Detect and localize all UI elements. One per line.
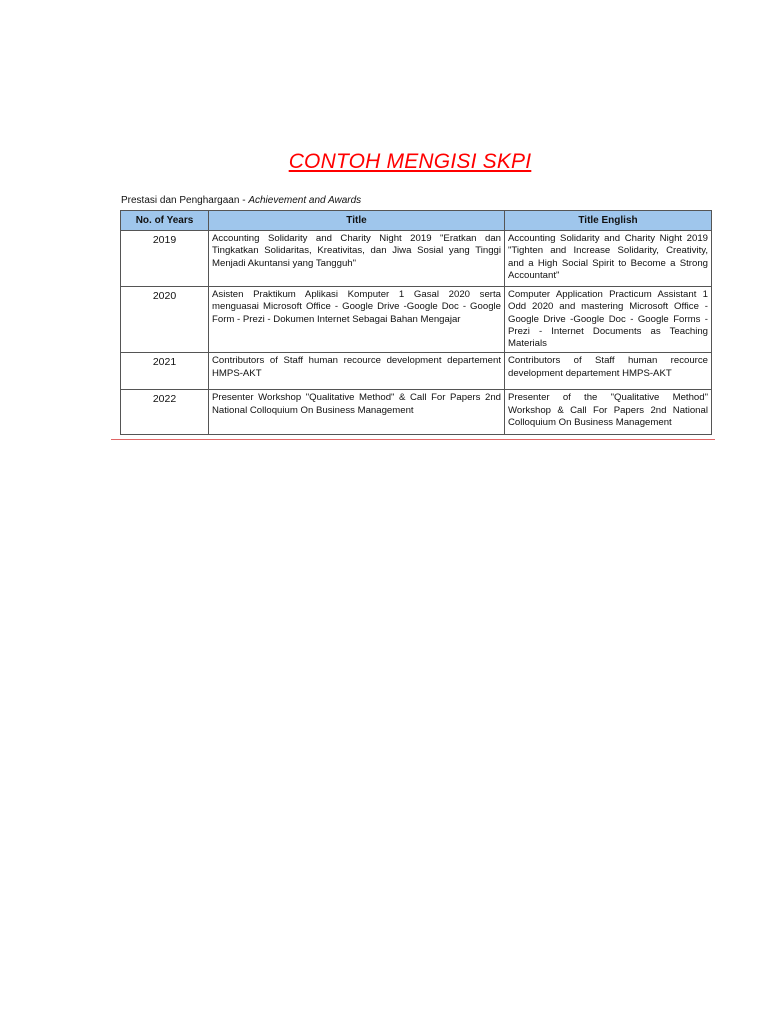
awards-table (120, 210, 712, 435)
title-english-cell: Accounting Solidarity and Charity Night 2019 "Tighten and Increase Solidarity, Creativity, and a High Social Spirit to Become a Strong Accountant" (505, 231, 712, 287)
title-english-cell: Contributors of Staff human recource development departement HMPS-AKT (505, 353, 712, 390)
title-cell: Presenter Workshop "Qualitative Method" & Call For Papers 2nd National Colloquium On Business Management (209, 390, 505, 435)
year-cell: 2019 (121, 231, 209, 287)
red-divider-line (111, 439, 715, 440)
section-caption-id: Prestasi dan Penghargaan - (121, 195, 249, 206)
year-cell: 2022 (121, 390, 209, 435)
title-cell: Contributors of Staff human recource development departement HMPS-AKT (209, 353, 505, 390)
header-title-english: Title English (505, 211, 712, 231)
year-cell: 2020 (121, 287, 209, 353)
page-title: CONTOH MENGISI SKPI (288, 150, 532, 173)
header-years: No. of Years (121, 211, 209, 231)
table-header-row (121, 211, 712, 231)
title-cell: Asisten Praktikum Aplikasi Komputer 1 Gasal 2020 serta menguasai Microsoft Office - Google Drive -Google Doc - Google Form - Prezi - Dokumen Internet Sebagai Bahan Mengajar (209, 287, 505, 353)
table-row (121, 390, 712, 435)
header-title: Title (209, 211, 505, 231)
year-cell: 2021 (121, 353, 209, 390)
title-english-cell: Computer Application Practicum Assistant 1 Odd 2020 and mastering Microsoft Office - Google Drive -Google Doc - Google Forms - Prezi - Internet Documents as Teaching Materials (505, 287, 712, 353)
title-english-cell: Presenter of the "Qualitative Method" Workshop & Call For Papers 2nd National Colloquium On Business Management (505, 390, 712, 435)
section-caption (121, 195, 361, 206)
table-row (121, 353, 712, 390)
table-row (121, 231, 712, 287)
table-row (121, 287, 712, 353)
title-cell: Accounting Solidarity and Charity Night 2019 "Eratkan dan Tingkatkan Solidaritas, Kreativitas, dan Jiwa Sosial yang Tinggi Menjadi Akuntansi yang Tangguh" (209, 231, 505, 287)
section-caption-en: Achievement and Awards (248, 195, 362, 206)
